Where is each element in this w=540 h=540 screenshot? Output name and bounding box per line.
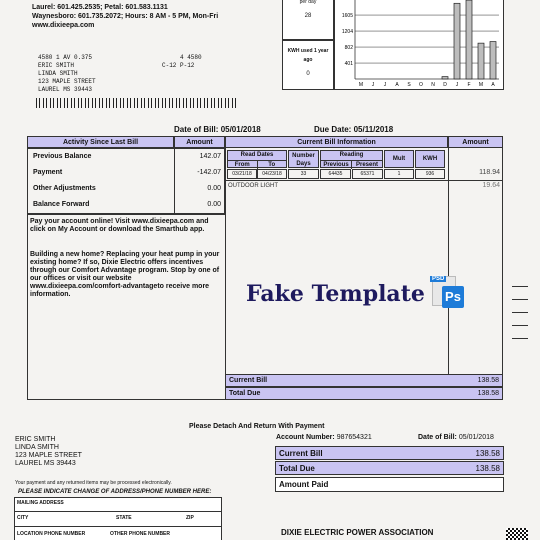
usage-chart-box <box>334 0 504 90</box>
per-day-label: per day <box>299 0 317 5</box>
message-comfort-advantage: Building a new home? Replacing your heat pump in your existing home? If so, Dixie Electric offers incentives through our Comfort Advantage program. Stop by one of our offices or visit our website www.dixieepa.com/comfort-advantageto receive more information. <box>30 251 220 298</box>
chart-y-tick-label: 1605 <box>341 13 353 20</box>
read-dates-header <box>227 150 287 168</box>
read-dates-label: Read Dates <box>240 152 274 158</box>
stub-name: ERIC SMITH <box>15 436 56 443</box>
chart-bar <box>478 43 484 79</box>
header-phone-line1: Laurel: 601.425.2535; Petal: 601.583.1131 <box>32 4 168 11</box>
kwh-value: 936 <box>415 169 445 179</box>
amount-paid-label: Amount Paid <box>279 480 329 489</box>
mult-header: Mult <box>384 150 414 168</box>
chart-bar <box>454 3 460 79</box>
activity-value: -142.07 <box>197 169 221 176</box>
message-online-pay: Pay your account online! Visit www.dixieepa.com and click on My Account or download the Smarthub app. <box>30 218 209 233</box>
mailing-code-line: 4580 1 AV 0.375 <box>38 54 93 61</box>
chart-bar <box>466 0 472 79</box>
present-label: Present <box>355 162 378 168</box>
stub-total-due <box>275 461 504 475</box>
days-value: 33 <box>288 169 319 179</box>
outdoor-light-label: OUTDOOR LIGHT <box>228 183 279 189</box>
account-label: Account Number: <box>276 434 335 441</box>
total-due-label: Total Due <box>229 390 261 397</box>
activity-amount-header: Amount <box>174 136 225 148</box>
mailing-name: ERIC SMITH <box>38 62 75 69</box>
activity-label: Balance Forward <box>33 201 90 208</box>
stub-bill-value: 05/01/2018 <box>458 434 494 441</box>
previous-label: Previous <box>321 161 352 169</box>
current-bill-value: 138.58 <box>477 377 499 384</box>
due-date-value: 05/11/2018 <box>353 125 394 134</box>
total-due-value: 138.58 <box>477 390 499 397</box>
chart-x-tick-label: F <box>467 82 471 88</box>
mailing-address-field[interactable]: MAILING ADDRESS <box>17 500 64 506</box>
activity-header: Activity Since Last Bill <box>27 136 174 148</box>
kwh-year-ago-label: KWH used 1 year ago <box>287 48 329 63</box>
chart-y-tick-label: 802 <box>344 45 353 52</box>
city-field[interactable]: CITY <box>17 515 29 521</box>
kwh-header: KWH <box>415 150 445 168</box>
chart-x-tick-label: A <box>395 82 399 88</box>
current-bill-total <box>225 374 503 387</box>
stub-line2: LINDA SMITH <box>15 444 59 451</box>
chart-x-tick-label: J <box>371 82 375 88</box>
header-phone-line2: Waynesboro: 601.735.2072; Hours: 8 AM - 5 PM, Mon-Fri <box>32 13 219 20</box>
mult-value: 1 <box>384 169 414 179</box>
kwh-year-ago-value: 0 <box>306 71 310 77</box>
energy-amount: 118.94 <box>479 169 500 176</box>
watermark-text: Fake Template <box>246 281 425 307</box>
chart-x-tick-label: A <box>491 82 495 88</box>
postal-barcode <box>36 98 236 108</box>
current-header: Current Bill Information <box>225 136 448 148</box>
present-reading-value: 65371 <box>352 169 383 179</box>
stub-street: 123 MAPLE STREET <box>15 452 82 459</box>
stub-due-value: 138.58 <box>475 463 500 473</box>
company-name: DIXIE ELECTRIC POWER ASSOCIATION <box>281 528 434 537</box>
chart-x-tick-label: M <box>358 82 364 88</box>
chart-bar <box>442 77 448 79</box>
ps-logo: Ps <box>442 286 464 308</box>
stub-due-label: Total Due <box>279 463 315 473</box>
zip-field[interactable]: ZIP <box>186 515 194 521</box>
kwh-year-ago-box <box>282 40 334 90</box>
psd-icon <box>430 274 466 312</box>
chart-bar <box>490 42 496 79</box>
activity-row-previous <box>33 153 221 160</box>
date-of-bill <box>174 125 261 134</box>
mailing-city: LAUREL MS 39443 <box>38 86 93 93</box>
header-website[interactable]: www.dixieepa.com <box>32 22 95 29</box>
read-from-value: 03/21/18 <box>227 169 257 179</box>
from-label: From <box>228 161 258 169</box>
account-value: 987654321 <box>336 434 372 441</box>
chart-x-tick-label: S <box>407 82 411 88</box>
margin-ticks <box>512 280 528 380</box>
reading-label: Reading <box>339 152 364 158</box>
mailing-code-right: 4 4580 <box>180 54 202 61</box>
per-day-box <box>282 0 334 40</box>
other-phone-field[interactable]: OTHER PHONE NUMBER <box>110 531 171 537</box>
chart-x-tick-label: D <box>443 82 447 88</box>
activity-label: Payment <box>33 169 63 176</box>
activity-label: Other Adjustments <box>33 185 96 192</box>
activity-value: 0.00 <box>207 185 221 192</box>
change-address-header: PLEASE INDICATE CHANGE OF ADDRESS/PHONE NUMBER HERE: <box>18 489 212 495</box>
activity-row-payment <box>33 169 221 176</box>
change-address-form <box>14 497 222 540</box>
stub-bill-date <box>418 434 494 441</box>
number-days-header: Number Days <box>288 150 319 168</box>
stub-account <box>276 434 372 441</box>
date-of-bill-value: 05/01/2018 <box>220 125 261 134</box>
due-date-label: Due Date: <box>314 125 352 134</box>
outdoor-light-amount: 19.64 <box>482 182 500 189</box>
stub-amount-paid[interactable] <box>275 477 504 492</box>
chart-y-tick-label: 1204 <box>341 29 353 36</box>
stub-electronic-note: Your payment and any returned items may be processed electronically. <box>15 480 172 486</box>
activity-value: 142.07 <box>199 153 221 160</box>
chart-x-tick-label: J <box>383 82 387 88</box>
activity-row-balance-forward <box>33 201 221 208</box>
due-date <box>314 125 393 134</box>
read-to-value: 04/23/18 <box>257 169 287 179</box>
total-due <box>225 387 503 400</box>
stub-current-value: 138.58 <box>475 448 500 458</box>
activity-label: Previous Balance <box>33 153 92 160</box>
stub-city: LAUREL MS 39443 <box>15 460 76 467</box>
chart-x-tick-label: M <box>478 82 484 88</box>
chart-x-tick-label: J <box>455 82 459 88</box>
chart-x-tick-label: N <box>431 82 435 88</box>
activity-value: 0.00 <box>207 201 221 208</box>
psd-badge: PSD <box>432 276 445 282</box>
qr-code <box>506 528 528 540</box>
per-day-value: 28 <box>304 13 312 19</box>
chart-x-tick-label: O <box>419 82 423 88</box>
stub-current-label: Current Bill <box>279 448 323 458</box>
stub-bill-label: Date of Bill: <box>418 434 457 441</box>
date-of-bill-label: Date of Bill: <box>174 125 219 134</box>
detach-instruction: Please Detach And Return With Payment <box>189 423 325 430</box>
activity-row-adjustments <box>33 185 221 192</box>
mailing-route: C-12 P-12 <box>162 62 195 69</box>
reading-header <box>320 150 383 168</box>
chart-y-tick-label: 401 <box>344 61 353 68</box>
state-field[interactable]: STATE <box>116 515 132 521</box>
mailing-line2: LINDA SMITH <box>38 70 78 77</box>
usage-chart <box>335 0 503 89</box>
current-amount-header: Amount <box>448 136 503 148</box>
to-label: To <box>268 162 276 168</box>
location-phone-field[interactable]: LOCATION PHONE NUMBER <box>17 531 86 537</box>
prev-reading-value: 64435 <box>320 169 351 179</box>
stub-current-bill <box>275 446 504 460</box>
mailing-street: 123 MAPLE STREET <box>38 78 96 85</box>
current-bill-label: Current Bill <box>229 377 268 384</box>
